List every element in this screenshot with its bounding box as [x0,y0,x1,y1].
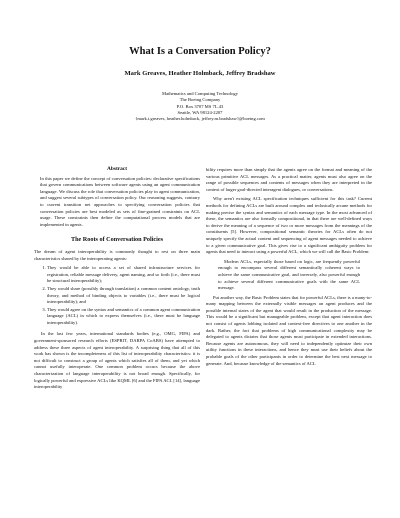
affiliation-email: {mark.t.greaves, heather.holmback, jeffrey.m.bradshaw}@boeing.com [135,116,265,122]
body-paragraph: bility requires more than simply that the agents agree on the format and meaning of the various primitive ACL messages. As a practical matter, agents must also agree on the range of possible sequences and contents of messages when they are interpreted in the context of larger goal-directed interagent dialogues, or conversations. [206,167,372,192]
affiliation-line: Mathematics and Computing Technology [161,91,239,96]
quote-text: Modern ACLs, especially those based on logic, are frequently powerful enough to encompass several different semantically coherent ways to achieve the same communicative goal, and inversely, also powerful enough to achieve several different communicative goals with the same ACL message. [218,258,360,291]
list-item: 2. They would share (possibly through translation) a common content ontology, truth theory, and method of binding objects to variables (i.e., there must be logical interoperability); and [47,286,200,306]
body-paragraph: In the last few years, international standards bodies (e.g., OMG, FIPA) and government-sponsored research efforts (ESPRIT, DARPA CoABS) have attempted to address these three aspects of agent interoperability. A surprising thing that all of this work has shown is the incompleteness of this list of interoperability characteristics: it is not difficult to construct a group of agents which satisfies all of them, and yet which cannot usefully interoperate. One common problem occurs because the above characterization of language interoperability is not broad enough. Specifically, for logically powerful and expressive ACLs like KQML [6] and the FIPA ACL [14], language interoperability [34,331,200,390]
characteristics-list [34,265,200,326]
section-heading: The Roots of Conversation Policies [70,236,164,244]
paper-title: What Is a Conversation Policy? [129,46,271,57]
affiliation-line: The Boeing Company [179,97,221,103]
list-item: 3. They would agree on the syntax and semantics of a common agent communication language (ACL) in which to express themselves (i.e., there must be language interoperability). [47,307,200,327]
right-column [206,167,372,370]
abstract-heading: Abstract [106,166,128,172]
body-paragraph: Why aren't existing ACL specification techniques sufficient for this task? Current methods for defining ACLs are built around complex and technically arcane methods for making precise the syntax and semantics of each message type. In the most advanced of these, the semantics are also formally compositional, in that there are well-defined ways to derive the meaning of a sequence of two or more messages from the meanings of the constituents [5]. However, compositional semantic theories for ACLs often do not uniquely specify the actual content and sequencing of agent messages needed to achieve to a given communicative goal. This gives rise to a significant ambiguity problem for agents that need to interact using a powerful ACL, which we will call the Basic Problem: [206,196,372,255]
abstract-section [34,166,200,228]
paper-authors: Mark Greaves, Heather Holmback, Jeffrey Bradshaw [124,70,276,77]
affiliation-line: P.O. Box 3707 MS 7L.43 [176,103,224,109]
body-paragraph: Put another way, the Basic Problem states that for powerful ACLs, there is a many-to-many mapping between the externally visible messages an agent produces and the possible internal states of the agent that would result in the production of the message. This would be a significant but manageable problem, except that agent interaction does not consist of agents lobbing isolated and context-free directives to one another in the dark. Rather, the fact that problems of high communicational complexity may be delegated to agents dictates that those agents must participate in extended interactions. Because agents are autonomous, they will need to independently optimize their own utility functions in these interactions, and hence they must use their beliefs about the probable goals of the other participants in order to determine the best next message to generate. And, because knowledge of the semantics of ACL [206,294,372,366]
affiliation-line: Seattle, WA 98124-2207 [177,109,223,115]
list-item: 1. They would be able to access a set of shared infrastructure services for registration, reliable message delivery, agent naming, and so forth (i.e., there must be structural interoperability); [47,265,200,285]
section-intro: The dream of agent interoperability is commonly thought to rest on three main characteristics shared by the interoperating agents: [34,248,200,261]
affiliation-block [0,91,400,122]
abstract-text: In this paper we define the concept of conversation policies: declarative specifications that govern communications between software agents using an agent communication language. We discuss the role that conversation policies play in agent communication, and suggest several subtypes of conversation policy. Our reasoning suggests, contrary to current transition net approaches to specifying conversation policies that conversation policies are best modeled as sets of fine-grained constraints on ACL usage. These constraints then define the computational process models that are implemented in agents. [40,175,200,227]
left-column [34,166,200,394]
basic-problem-quote [218,259,360,292]
